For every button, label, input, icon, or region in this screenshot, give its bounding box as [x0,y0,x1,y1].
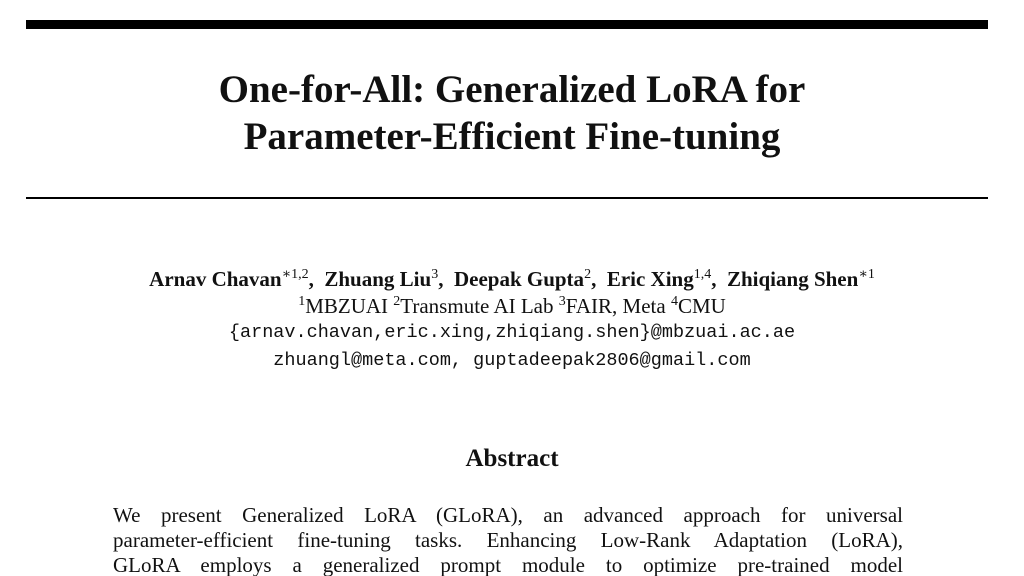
author-affil-sup: 2 [584,267,592,282]
email-line-2: zhuangl@meta.com, guptadeepak2806@gmail.com [273,350,751,371]
top-rule [26,20,988,29]
author [727,267,875,291]
author-affil-sup: 1,4 [693,267,712,282]
affil-sup: 4 [670,294,678,309]
affil-sup: 2 [393,294,401,309]
author [324,267,438,291]
abstract-body [113,503,903,576]
author-list: Arnav Chavan$^{∗1,2}$, Zhuang Liu$^3$, Deepak Gupta$^2$, Eric Xing$^{1,4}$, Zhiqiang Shen$^{∗1}$ [149,267,875,291]
author-name: Zhuang Liu [324,267,432,291]
affil-name: FAIR, Meta [565,294,666,318]
abstract-line: parameter-efficient fine-tuning tasks. Enhancing Low-Rank Adaptation (LoRA), [113,528,903,552]
affil-sup: 3 [558,294,566,309]
author-name: Deepak Gupta [453,267,585,291]
author-name: Zhiqiang Shen [726,267,859,291]
abstract-heading: Abstract [465,445,559,472]
affil-name: CMU [677,294,726,318]
affiliation-line [0,293,1024,319]
author-affil-sup: ∗1 [858,267,875,282]
affil-sup: 1 [298,294,306,309]
author-affil-sup: ∗1,2 [281,267,309,282]
author [454,267,591,291]
author [149,267,308,291]
title-line-2: Parameter-Efficient Fine-tuning [243,115,781,158]
author [607,267,711,291]
affil-name: MBZUAI [305,294,389,318]
paper-title [0,66,1024,160]
author-affil-sup: 3 [431,267,439,282]
abstract-line: We present Generalized LoRA (GLoRA), an advanced approach for universal [113,503,903,527]
email-line-1: {arnav.chavan,eric.xing,zhiqiang.shen}@mbzuai.ac.ae [228,322,796,343]
abstract-line: GLoRA employs a generalized prompt module to optimize pre-trained model [113,553,903,576]
author-name: Eric Xing [606,267,694,291]
title-rule [26,197,988,199]
author-name: Arnav Chavan [149,267,282,291]
affil-name: Transmute AI Lab [400,294,554,318]
title-line-1: One-for-All: Generalized LoRA for [218,68,806,111]
